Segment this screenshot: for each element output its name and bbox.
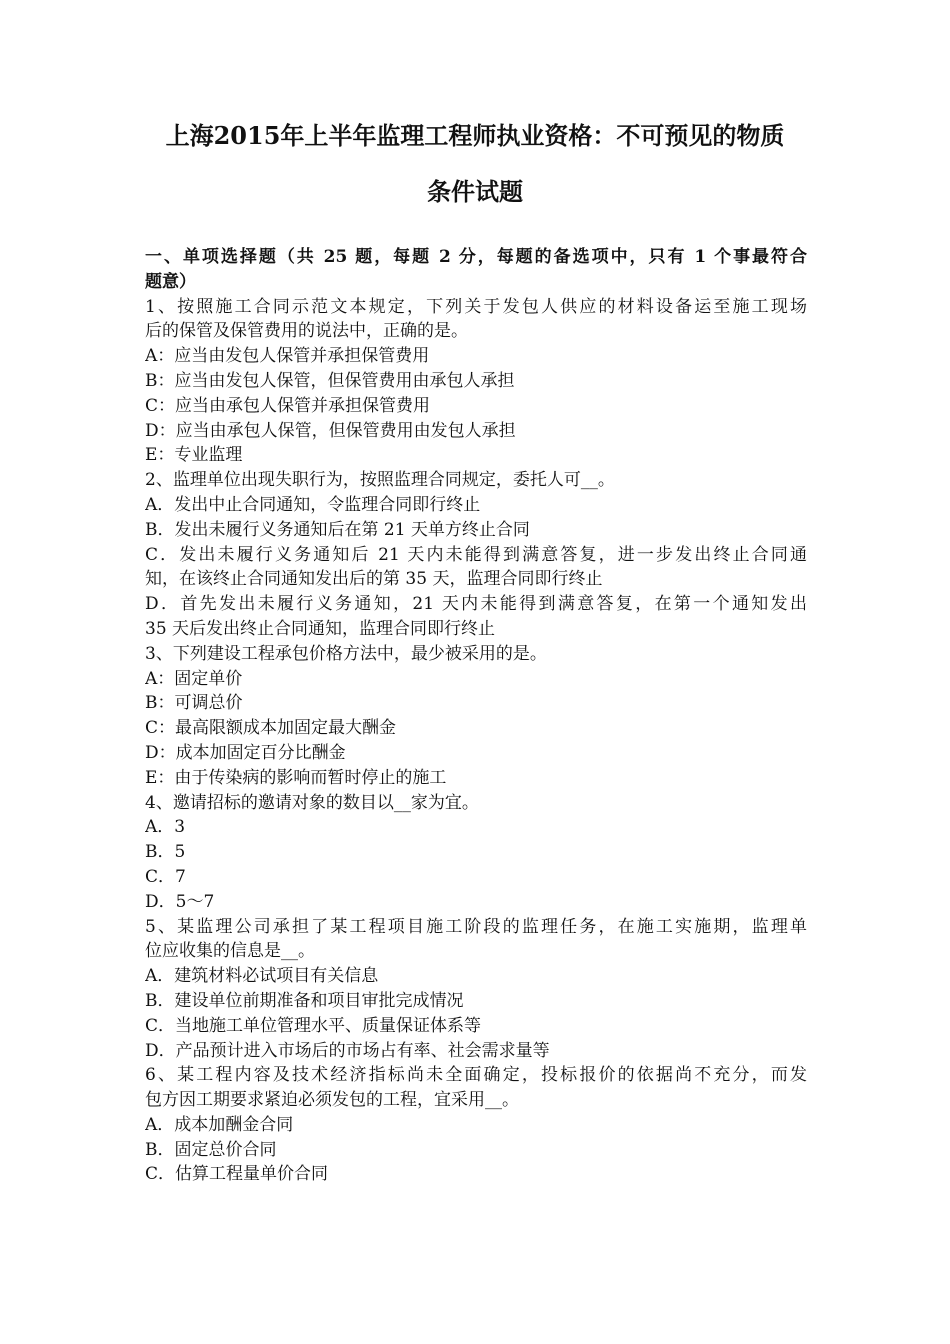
answer-option: C．当地施工单位管理水平、质量保证体系等 — [145, 1015, 482, 1036]
answer-option: C：最高限额成本加固定最大酬金 — [145, 718, 397, 739]
answer-option: D：成本加固定百分比酬金 — [145, 742, 346, 763]
document-body — [145, 245, 807, 1187]
answer-option: B．发出未履行义务通知后在第 21 天单方终止合同 — [145, 519, 530, 540]
question-text: 后的保管及保管费用的说法中，正确的是。 — [145, 321, 468, 342]
answer-option-cont: 35 天后发出终止合同通知，监理合同即行终止 — [145, 618, 496, 639]
answer-option: D．首先发出未履行义务通知，21 天内未能得到满意答复，在第一个通知发出 — [145, 594, 807, 615]
section-heading: 一、单项选择题（共 25 题，每题 2 分，每题的备选项中，只有 1 个事最符合 — [145, 247, 807, 267]
question-text: 6、某工程内容及技术经济指标尚未全面确定，投标报价的依据尚不充分，而发 — [145, 1065, 807, 1086]
answer-option: D．5～7 — [145, 891, 215, 912]
answer-option: C．发出未履行义务通知后 21 天内未能得到满意答复，进一步发出终止合同通 — [145, 544, 807, 565]
answer-option: D．产品预计进入市场后的市场占有率、社会需求量等 — [145, 1040, 550, 1061]
answer-option: A．3 — [145, 817, 186, 838]
answer-option: A：固定单价 — [145, 668, 243, 689]
answer-option: B．建设单位前期准备和项目审批完成情况 — [145, 990, 464, 1011]
answer-option: C．7 — [145, 866, 186, 887]
question-text: 5、某监理公司承担了某工程项目施工阶段的监理任务，在施工实施期，监理单 — [145, 916, 807, 937]
answer-option: A．成本加酬金合同 — [145, 1114, 294, 1135]
answer-option: B．固定总价合同 — [145, 1139, 277, 1160]
answer-option: E：由于传染病的影响而暂时停止的施工 — [145, 767, 447, 788]
answer-option: A．建筑材料必试项目有关信息 — [145, 966, 379, 987]
title-line-1: 上海2015年上半年监理工程师执业资格：不可预见的物质 — [165, 121, 785, 150]
answer-option: D：应当由承包人保管，但保管费用由发包人承担 — [145, 420, 516, 441]
section-heading-cont: 题意） — [145, 271, 196, 292]
answer-option: C．估算工程量单价合同 — [145, 1164, 329, 1185]
answer-option: B：应当由发包人保管，但保管费用由承包人承担 — [145, 370, 515, 391]
question-text: 位应收集的信息是__。 — [145, 941, 315, 962]
answer-option: A：应当由发包人保管并承担保管费用 — [145, 346, 430, 367]
question-text: 4、邀请招标的邀请对象的数目以__家为宜。 — [145, 792, 479, 813]
question-text: 3、下列建设工程承包价格方法中，最少被采用的是。 — [145, 643, 547, 664]
answer-option: E：专业监理 — [145, 445, 243, 466]
title-line-2: 条件试题 — [427, 177, 523, 206]
answer-option-cont: 知，在该终止合同通知发出后的第 35 天，监理合同即行终止 — [145, 569, 603, 590]
question-text: 包方因工期要求紧迫必须发包的工程，宜采用__。 — [145, 1090, 519, 1111]
question-text: 1、按照施工合同示范文本规定，下列关于发包人供应的材料设备运至施工现场 — [145, 296, 807, 317]
answer-option: C：应当由承包人保管并承担保管费用 — [145, 395, 431, 416]
answer-option: B．5 — [145, 842, 186, 863]
document-title — [120, 108, 830, 220]
answer-option: A．发出中止合同通知，令监理合同即行终止 — [145, 494, 481, 515]
answer-option: B：可调总价 — [145, 693, 243, 714]
question-text: 2、监理单位出现失职行为，按照监理合同规定，委托人可__。 — [145, 470, 615, 491]
